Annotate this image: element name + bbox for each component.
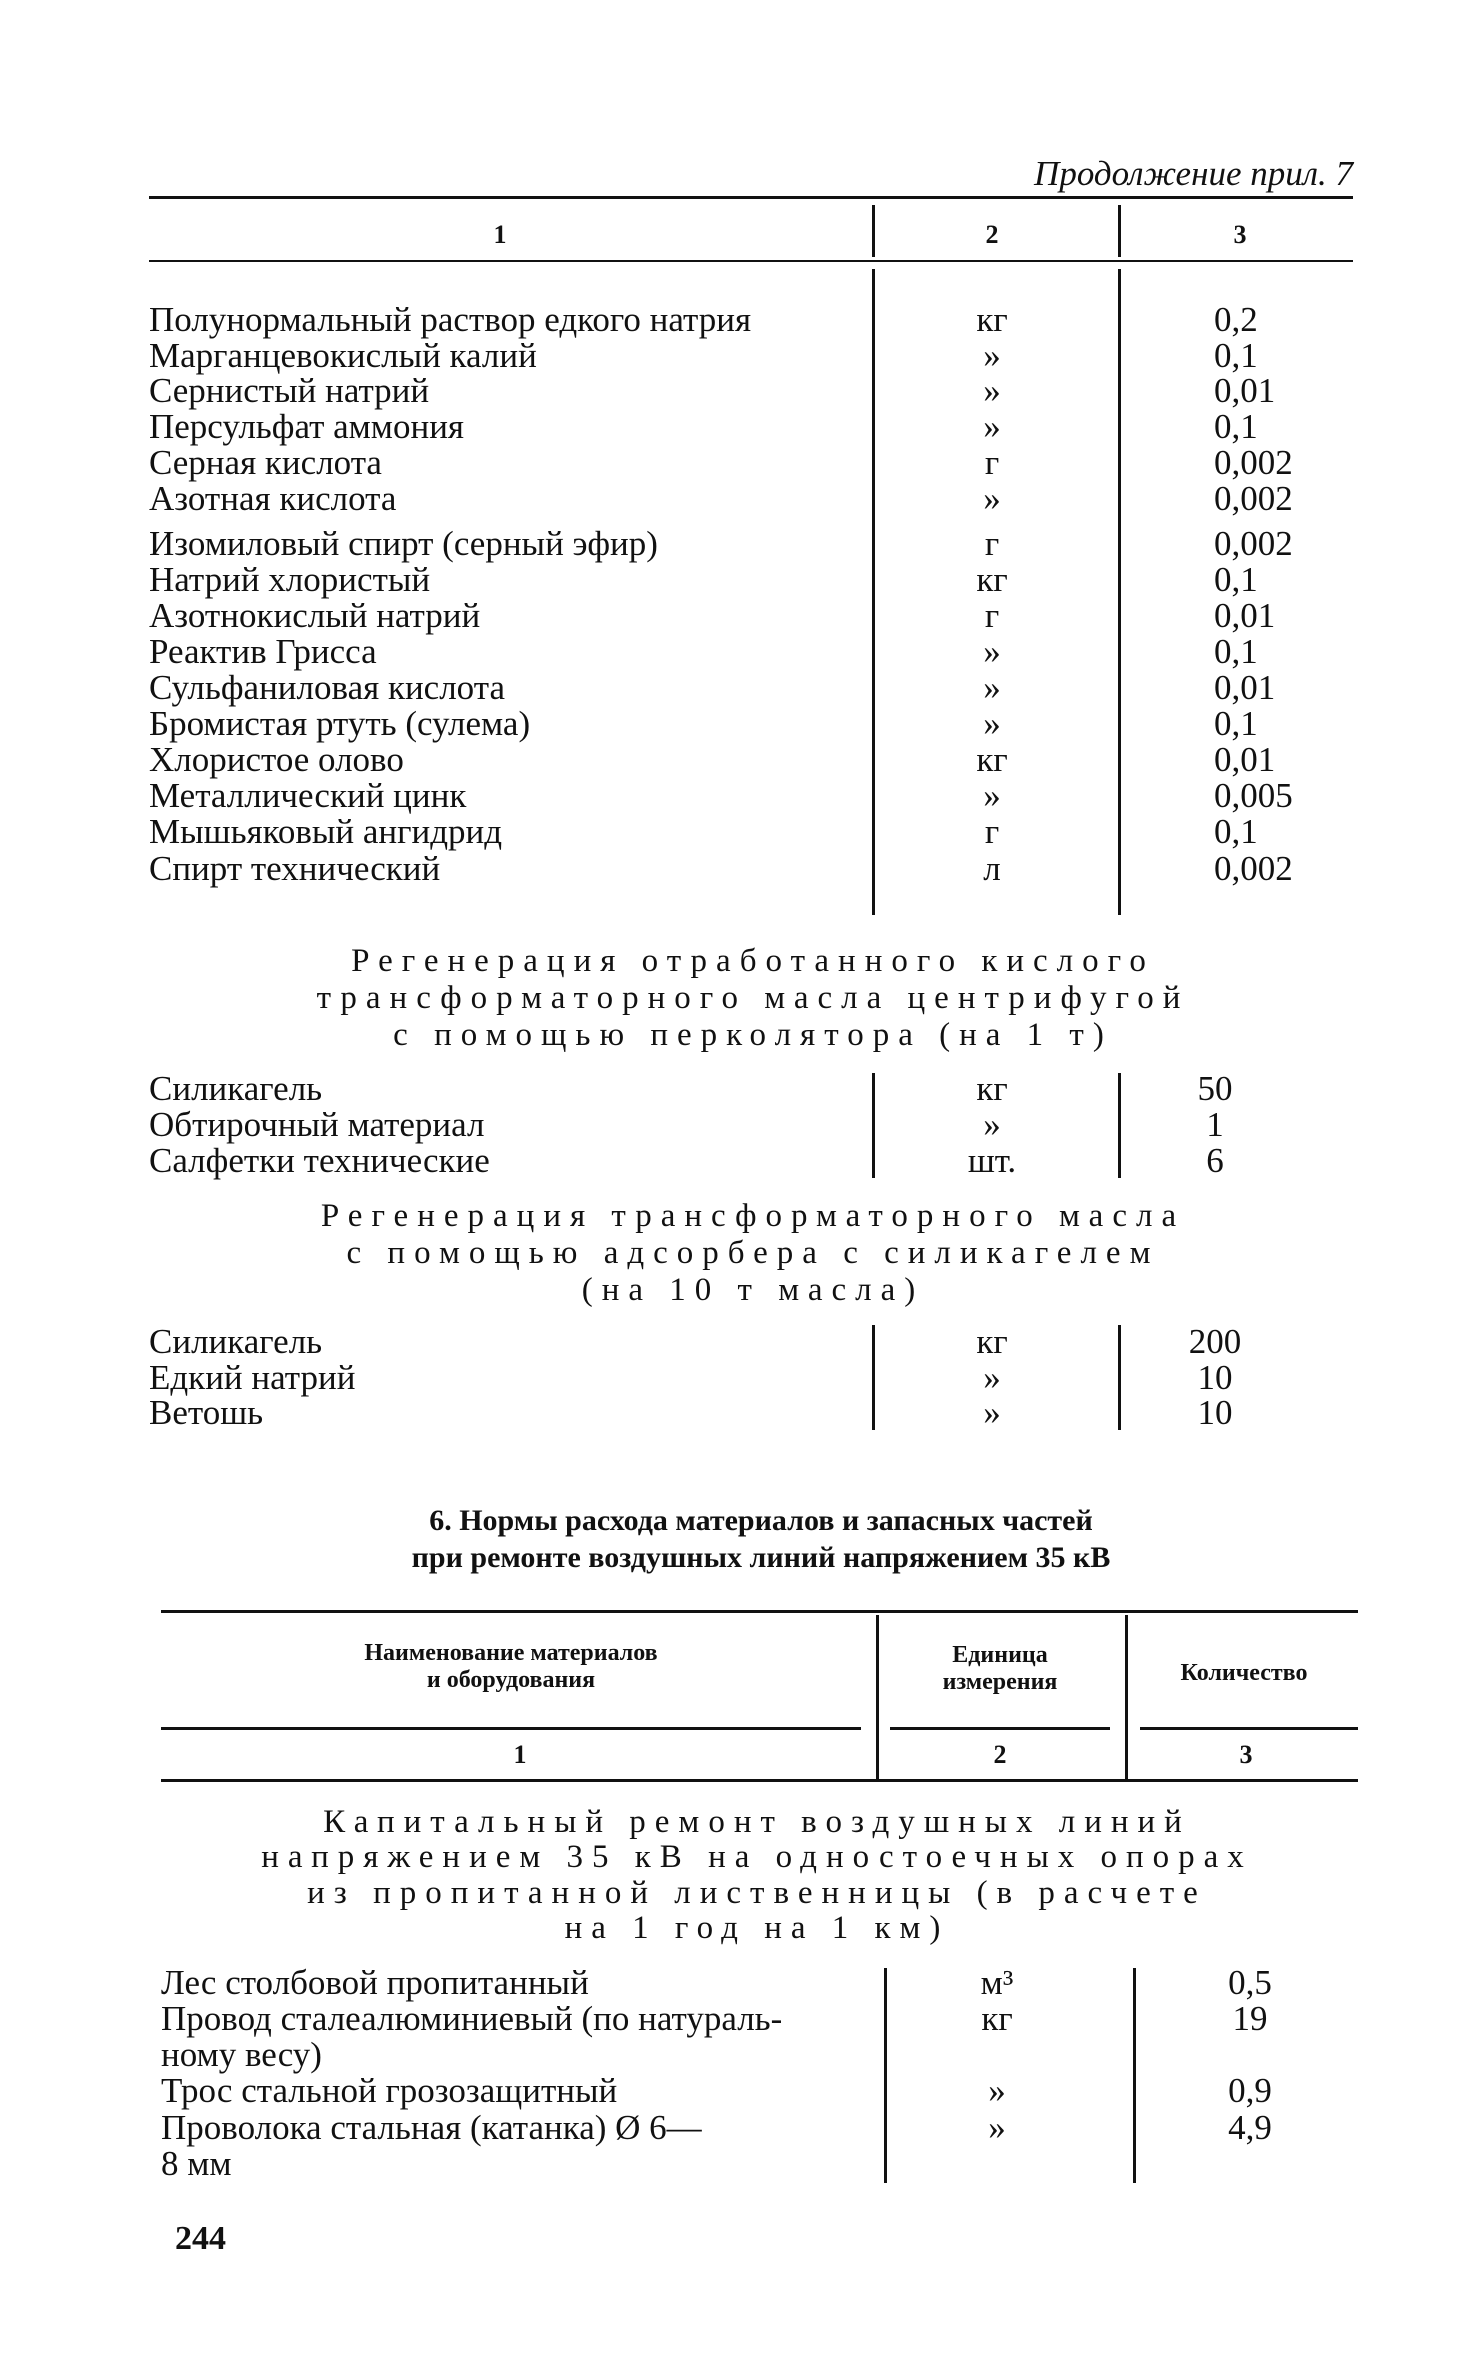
row-name: Спирт технический xyxy=(149,849,441,888)
row-name: Серная кислота xyxy=(149,443,382,482)
section-heading: трансформаторного масла центрифугой xyxy=(316,980,1190,1016)
section-heading: из пропитанной лиственницы (в расчете xyxy=(307,1875,1207,1911)
section-heading: (на 10 т масла) xyxy=(581,1272,925,1308)
column-divider xyxy=(1118,1073,1121,1178)
row-unit: кг xyxy=(976,1069,1008,1108)
row-unit: г xyxy=(984,812,1000,851)
row-unit: кг xyxy=(976,300,1008,339)
row-unit: м³ xyxy=(980,1963,1014,2002)
row-unit: » xyxy=(983,776,1001,815)
row-name: Трос стальной грозозащитный xyxy=(161,2071,618,2110)
row-name: Марганцевокислый калий xyxy=(149,336,537,375)
column-divider xyxy=(1118,205,1121,257)
divider xyxy=(161,1727,861,1730)
row-quantity: 0,1 xyxy=(1214,632,1258,671)
section-heading: на 1 год на 1 км) xyxy=(564,1910,950,1946)
row-quantity: 0,002 xyxy=(1214,849,1293,888)
row-quantity: 0,5 xyxy=(1228,1963,1272,2002)
row-unit: шт. xyxy=(967,1141,1017,1180)
row-name: Натрий хлористый xyxy=(149,560,431,599)
row-name: Сульфаниловая кислота xyxy=(149,668,505,707)
row-unit: л xyxy=(983,849,1001,888)
section-heading: при ремонте воздушных линий напряжением 35 кВ xyxy=(411,1541,1111,1574)
row-quantity: 0,002 xyxy=(1214,479,1293,518)
row-name: Полунормальный раствор едкого натрия xyxy=(149,300,752,339)
section-heading: с помощью перколятора (на 1 т) xyxy=(393,1017,1113,1053)
row-unit: » xyxy=(983,632,1001,671)
row-quantity: 0,1 xyxy=(1214,560,1258,599)
column-number: 2 xyxy=(985,220,999,249)
section-heading: напряжением 35 кВ на одностоечных опорах xyxy=(261,1839,1253,1875)
row-quantity: 0,9 xyxy=(1228,2071,1272,2110)
column-divider xyxy=(872,205,875,257)
section-heading: с помощью адсорбера с силикагелем xyxy=(346,1235,1160,1271)
column-header-quantity: Количество xyxy=(1180,1660,1308,1686)
divider xyxy=(149,196,1353,199)
row-quantity: 0,002 xyxy=(1214,524,1293,563)
row-name: Силикагель xyxy=(149,1069,323,1108)
row-quantity: 4,9 xyxy=(1228,2108,1272,2147)
row-unit: кг xyxy=(981,1999,1013,2038)
column-divider xyxy=(872,269,875,915)
row-unit: » xyxy=(983,407,1001,446)
section-heading: Регенерация отработанного кислого xyxy=(351,943,1155,979)
row-quantity: 1 xyxy=(1206,1105,1224,1144)
divider xyxy=(890,1727,1110,1730)
row-quantity: 10 xyxy=(1197,1358,1233,1397)
row-quantity: 0,002 xyxy=(1214,443,1293,482)
column-number: 3 xyxy=(1233,220,1247,249)
column-number: 3 xyxy=(1239,1740,1253,1769)
row-name: Салфетки технические xyxy=(149,1141,490,1180)
column-divider xyxy=(1125,1615,1128,1780)
row-quantity: 19 xyxy=(1232,1999,1268,2038)
row-name: Азотнокислый натрий xyxy=(149,596,481,635)
column-divider xyxy=(1118,1325,1121,1430)
row-quantity: 0,1 xyxy=(1214,336,1258,375)
row-unit: » xyxy=(983,1393,1001,1432)
row-name: Металлический цинк xyxy=(149,776,467,815)
row-name: Силикагель xyxy=(149,1322,323,1361)
row-unit: » xyxy=(983,479,1001,518)
row-quantity: 0,2 xyxy=(1214,300,1258,339)
row-name: Персульфат аммония xyxy=(149,407,465,446)
row-quantity: 0,1 xyxy=(1214,407,1258,446)
page-number: 244 xyxy=(175,2220,226,2257)
divider xyxy=(1140,1727,1358,1730)
row-quantity: 0,1 xyxy=(1214,812,1258,851)
row-quantity: 0,1 xyxy=(1214,704,1258,743)
row-name: Хлористое олово xyxy=(149,740,404,779)
row-unit: г xyxy=(984,596,1000,635)
divider xyxy=(161,1779,1358,1782)
column-divider xyxy=(1133,1968,1136,2183)
row-quantity: 6 xyxy=(1206,1141,1224,1180)
row-quantity: 10 xyxy=(1197,1393,1233,1432)
section-heading: Регенерация трансформаторного масла xyxy=(320,1198,1186,1234)
column-number: 1 xyxy=(513,1740,527,1769)
row-unit: кг xyxy=(976,740,1008,779)
row-unit: » xyxy=(983,668,1001,707)
row-name: Изомиловый спирт (серный эфир) xyxy=(149,524,658,563)
row-name: Провод сталеалюминиевый (по натураль- ному весу) xyxy=(161,1999,783,2074)
row-name: Лес столбовой пропитанный xyxy=(161,1963,589,2002)
section-heading: 6. Нормы расхода материалов и запасных частей xyxy=(429,1504,1093,1537)
column-header-unit: Единица измерения xyxy=(942,1642,1058,1695)
section-heading: Капитальный ремонт воздушных линий xyxy=(323,1804,1191,1840)
row-unit: » xyxy=(983,704,1001,743)
row-quantity: 0,01 xyxy=(1214,596,1276,635)
row-name: Азотная кислота xyxy=(149,479,397,518)
column-divider xyxy=(872,1073,875,1178)
column-divider xyxy=(1118,269,1121,915)
column-number: 1 xyxy=(493,220,507,249)
row-unit: кг xyxy=(976,560,1008,599)
row-unit: » xyxy=(983,1105,1001,1144)
divider xyxy=(161,1610,1358,1613)
row-unit: г xyxy=(984,443,1000,482)
row-name: Проволока стальная (катанка) Ø 6— 8 мм xyxy=(161,2108,702,2183)
column-divider xyxy=(872,1325,875,1430)
row-name: Обтирочный материал xyxy=(149,1105,485,1144)
column-divider xyxy=(876,1615,879,1780)
row-quantity: 50 xyxy=(1197,1069,1233,1108)
row-quantity: 0,01 xyxy=(1214,740,1276,779)
row-unit: » xyxy=(983,336,1001,375)
row-quantity: 0,005 xyxy=(1214,776,1293,815)
row-unit: » xyxy=(983,371,1001,410)
column-header-name: Наименование материалов и оборудования xyxy=(364,1640,658,1693)
row-unit: кг xyxy=(976,1322,1008,1361)
row-name: Мышьяковый ангидрид xyxy=(149,812,503,851)
row-name: Реактив Грисса xyxy=(149,632,377,671)
row-unit: » xyxy=(988,2108,1006,2147)
row-unit: » xyxy=(988,2071,1006,2110)
row-quantity: 0,01 xyxy=(1214,371,1276,410)
row-unit: » xyxy=(983,1358,1001,1397)
row-name: Ветошь xyxy=(149,1393,264,1432)
row-unit: г xyxy=(984,524,1000,563)
row-name: Бромистая ртуть (сулема) xyxy=(149,704,531,743)
row-quantity: 0,01 xyxy=(1214,668,1276,707)
column-divider xyxy=(884,1968,887,2183)
row-name: Едкий натрий xyxy=(149,1358,356,1397)
continuation-header: Продолжение прил. 7 xyxy=(1034,154,1353,193)
column-number: 2 xyxy=(993,1740,1007,1769)
divider xyxy=(149,260,1353,262)
row-quantity: 200 xyxy=(1188,1322,1242,1361)
row-name: Сернистый натрий xyxy=(149,371,430,410)
